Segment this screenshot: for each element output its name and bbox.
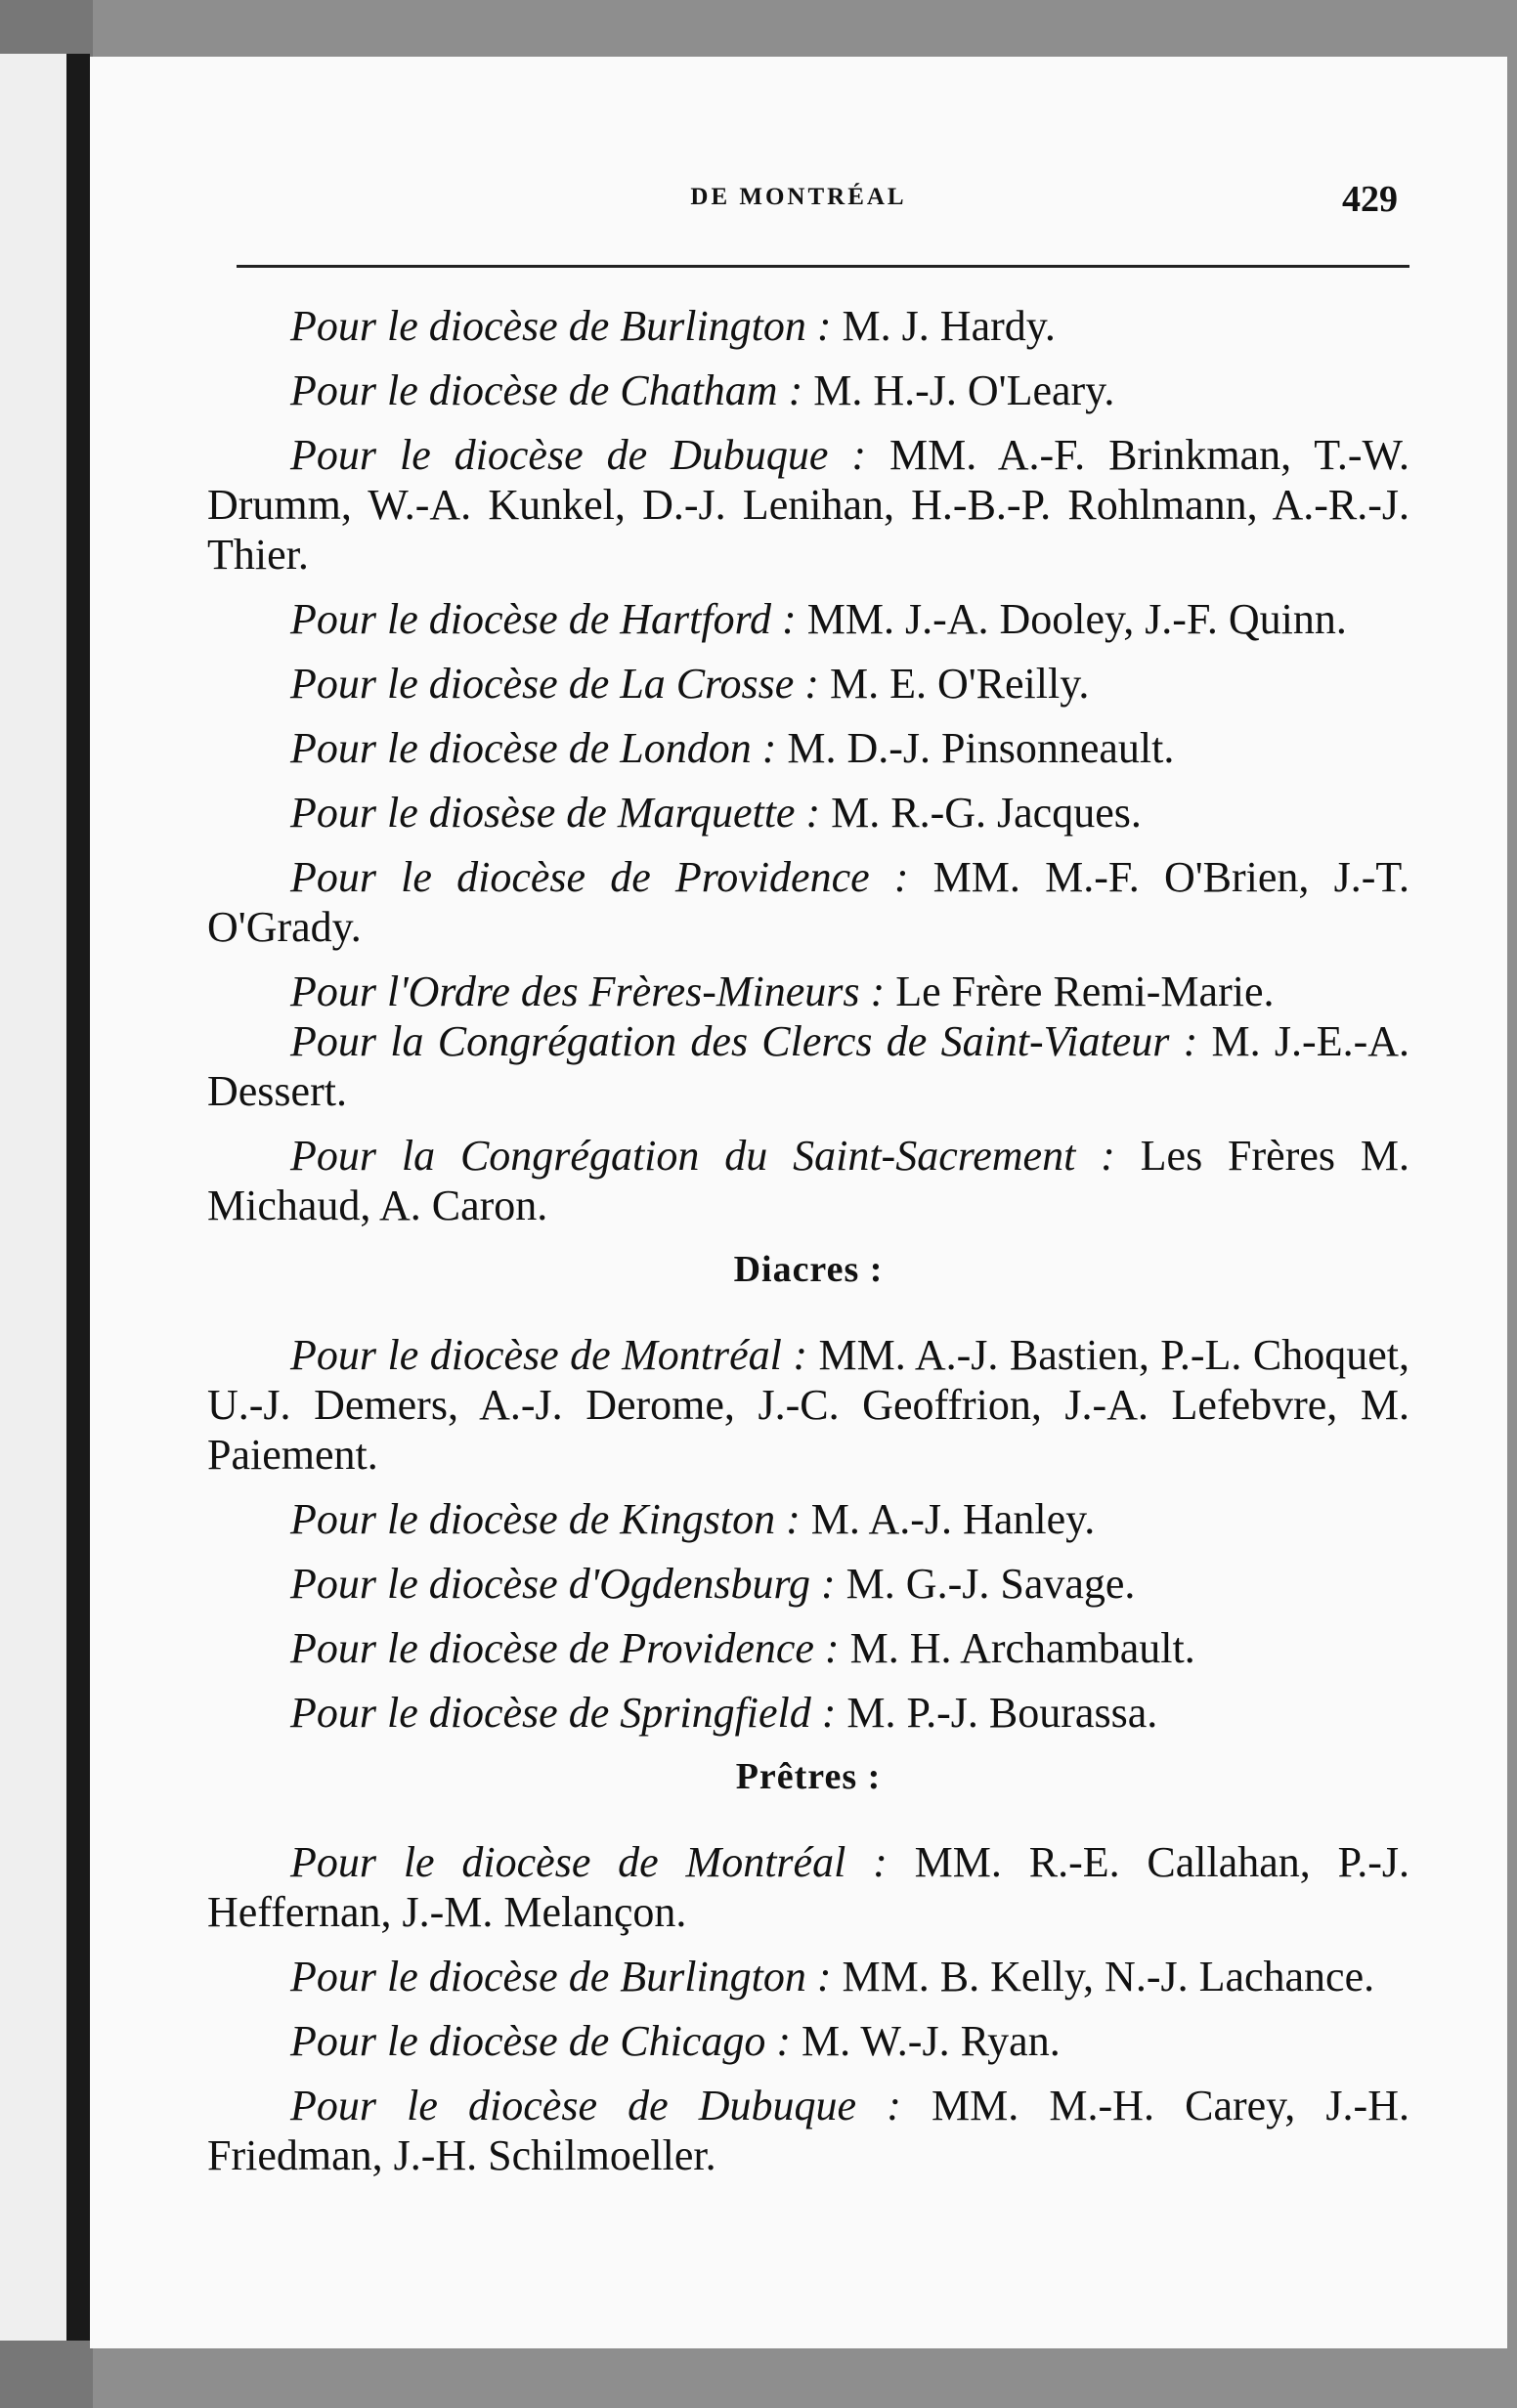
ordination-entry: [207, 1559, 1409, 1609]
ordination-entry: [207, 1330, 1409, 1480]
ordinand-names: Le Frère Remi-Marie.: [895, 968, 1275, 1015]
ordination-entry: [207, 852, 1409, 952]
ordinand-names: M. J. Hardy.: [842, 302, 1056, 350]
ordinand-names: M. J.-E.-A. Dessert.: [207, 1017, 1409, 1115]
ordination-entry: [207, 723, 1409, 773]
ordinand-names: M. R.-G. Jacques.: [831, 789, 1142, 837]
ordination-entry: [207, 1016, 1409, 1116]
diocese-label: Pour le diocèse de Dubuque :: [290, 431, 866, 479]
ordinand-names: M. P.-J. Bourassa.: [846, 1689, 1158, 1737]
diocese-label: Pour l'Ordre des Frères-Mineurs :: [290, 968, 886, 1015]
header-rule: [237, 265, 1409, 268]
ordination-entry: [207, 1837, 1409, 1937]
book-page: [90, 57, 1507, 2348]
ordination-entry: [207, 1494, 1409, 1544]
section-title-pretres: Prêtres :: [735, 1756, 882, 1797]
running-head: DE MONTRÉAL: [690, 184, 907, 210]
book-spine: [66, 54, 90, 2341]
diocese-label: Pour le diosèse de Marquette :: [290, 789, 821, 837]
diocese-label: Pour le diocèse de Montréal :: [290, 1331, 808, 1379]
ordination-entry: [207, 788, 1409, 838]
ordinand-names: MM. J.-A. Dooley, J.-F. Quinn.: [806, 595, 1347, 643]
ordinand-names: MM. A.-F. Brinkman, T.-W. Drumm, W.-A. Kunkel, D.-J. Lenihan, H.-B.-P. Rohlmann, A.-R.-J. Thier.: [207, 431, 1409, 579]
ordinand-names: MM. B. Kelly, N.-J. Lachance.: [842, 1953, 1375, 2000]
diocese-label: Pour le diocèse de Burlington :: [290, 1953, 832, 2000]
diocese-label: Pour la Congrégation des Clercs de Saint-Viateur :: [290, 1017, 1198, 1065]
diocese-label: Pour le diocèse de Providence :: [290, 1624, 840, 1672]
diocese-label: Pour le diocèse de London :: [290, 724, 777, 772]
ordinand-names: MM. M.-H. Carey, J.-H. Friedman, J.-H. Schilmoeller.: [207, 2082, 1409, 2179]
diocese-label: Pour le diocèse de Burlington :: [290, 302, 832, 350]
ordination-entry: [207, 1688, 1409, 1738]
page-header: [237, 174, 1409, 233]
ordination-entry: [207, 2081, 1409, 2180]
ordinand-names: M. D.-J. Pinsonneault.: [787, 724, 1175, 772]
previous-page-edge: [0, 54, 66, 2341]
ordination-entry: [207, 967, 1409, 1016]
diocese-label: Pour la Congrégation du Saint-Sacrement :: [290, 1132, 1115, 1180]
diocese-label: Pour le diocèse de Dubuque :: [290, 2082, 901, 2129]
ordination-entry: [207, 301, 1409, 351]
ordination-entry: [207, 366, 1409, 415]
ordinand-names: MM. M.-F. O'Brien, J.-T. O'Grady.: [207, 853, 1410, 951]
ordinand-names: M. A.-J. Hanley.: [810, 1495, 1096, 1543]
diocese-label: Pour le diocèse de Providence :: [290, 853, 909, 901]
diocese-label: Pour le diocèse de Springfield :: [290, 1689, 837, 1737]
page-number: 429: [1342, 179, 1398, 220]
ordination-entry: [207, 1952, 1409, 2001]
diocese-label: Pour le diocèse de Montréal :: [290, 1838, 888, 1886]
ordination-entry: [207, 594, 1409, 644]
ordinand-names: MM. A.-J. Bastien, P.-L. Choquet, U.-J. Demers, A.-J. Derome, J.-C. Geoffrion, J.-A. Lefebvre, M. Paiement.: [207, 1331, 1410, 1479]
diocese-label: Pour le diocèse d'Ogdensburg :: [290, 1560, 836, 1608]
ordination-entry: [207, 430, 1409, 580]
ordinand-names: M. E. O'Reilly.: [829, 660, 1090, 708]
ordinand-names: M. H. Archambault.: [849, 1624, 1195, 1672]
diocese-label: Pour le diocèse de Kingston :: [290, 1495, 801, 1543]
diocese-label: Pour le diocèse de Chatham :: [290, 366, 803, 414]
ordinand-names: M. W.-J. Ryan.: [801, 2017, 1061, 2065]
ordinand-names: MM. R.-E. Callahan, P.-J. Heffernan, J.-M. Melançon.: [207, 1838, 1410, 1936]
ordinand-names: M. G.-J. Savage.: [845, 1560, 1136, 1608]
diocese-label: Pour le diocèse de Chicago :: [290, 2017, 791, 2065]
section-title-diacres: Diacres :: [733, 1249, 884, 1290]
diocese-label: Pour le diocèse de La Crosse :: [290, 660, 819, 708]
diocese-label: Pour le diocèse de Hartford :: [290, 595, 797, 643]
ordinand-names: M. H.-J. O'Leary.: [813, 366, 1115, 414]
page-body: [207, 301, 1409, 2195]
ordination-entry: [207, 659, 1409, 709]
ordination-entry: [207, 1623, 1409, 1673]
ordinand-names: Les Frères M. Michaud, A. Caron.: [207, 1132, 1409, 1229]
ordination-entry: [207, 2016, 1409, 2066]
ordination-entry: [207, 1131, 1409, 1230]
